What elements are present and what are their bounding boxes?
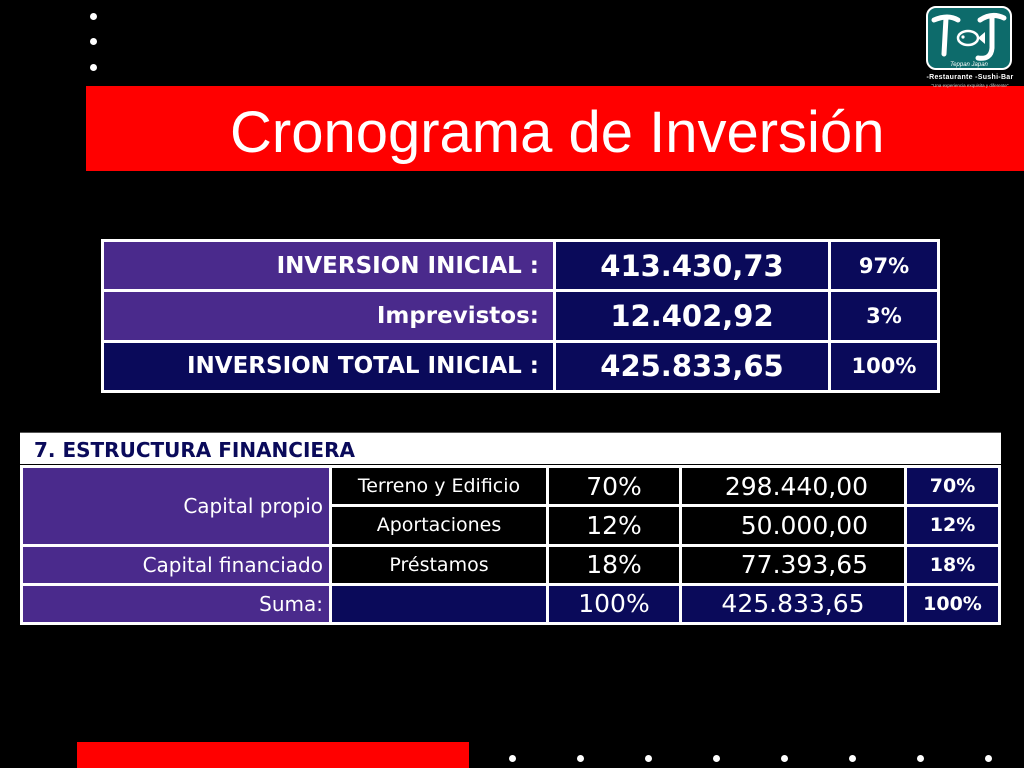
group-label-financed-capital: Capital financiado xyxy=(22,545,331,584)
row-label: INVERSION INICIAL : xyxy=(103,241,555,291)
decor-dot xyxy=(781,755,788,762)
row-value: 413.430,73 xyxy=(555,241,830,291)
total-percent: 100% xyxy=(548,584,681,623)
row-percent: 97% xyxy=(830,241,939,291)
table-row-total xyxy=(22,584,1000,623)
item-badge: 12% xyxy=(906,506,1000,545)
total-badge: 100% xyxy=(906,584,1000,623)
investment-table xyxy=(101,239,940,393)
financial-structure-header xyxy=(20,432,1001,464)
teppan-fish-logo-icon xyxy=(928,8,1010,68)
footer-bar xyxy=(77,742,469,768)
logo-tagline: "Una experiencia exquisita y diferente" xyxy=(931,83,1009,88)
slide-title: Cronograma de Inversión xyxy=(230,100,885,165)
row-value: 12.402,92 xyxy=(555,291,830,341)
decor-dot xyxy=(577,755,584,762)
total-item-label xyxy=(331,584,548,623)
item-badge: 70% xyxy=(906,467,1000,506)
table-row xyxy=(103,241,939,291)
table-row xyxy=(103,341,939,391)
item-label: Préstamos xyxy=(331,545,548,584)
item-percent: 70% xyxy=(548,467,681,506)
decor-dot xyxy=(90,64,97,71)
item-amount: 298.440,00 xyxy=(681,467,906,506)
row-value: 425.833,65 xyxy=(555,341,830,391)
logo-brand-line: -Restaurante -Sushi-Bar xyxy=(926,74,1014,81)
row-label: Imprevistos: xyxy=(103,291,555,341)
financial-structure-table xyxy=(20,465,1001,625)
group-label-sum: Suma: xyxy=(22,584,331,623)
item-label: Terreno y Edificio xyxy=(331,467,548,506)
decor-dot xyxy=(985,755,992,762)
item-label: Aportaciones xyxy=(331,506,548,545)
row-percent: 100% xyxy=(830,341,939,391)
group-label-own-capital: Capital propio xyxy=(22,467,331,546)
item-amount: 77.393,65 xyxy=(681,545,906,584)
decor-dot xyxy=(849,755,856,762)
logo-badge xyxy=(926,6,1012,70)
decor-dot xyxy=(917,755,924,762)
restaurant-logo xyxy=(922,4,1018,92)
financial-structure-heading: 7. ESTRUCTURA FINANCIERA xyxy=(34,438,355,462)
item-percent: 18% xyxy=(548,545,681,584)
decor-dot xyxy=(90,38,97,45)
item-amount: 50.000,00 xyxy=(681,506,906,545)
item-percent: 12% xyxy=(548,506,681,545)
row-percent: 3% xyxy=(830,291,939,341)
row-label: INVERSION TOTAL INICIAL : xyxy=(103,341,555,391)
table-row xyxy=(22,545,1000,584)
total-amount: 425.833,65 xyxy=(681,584,906,623)
decor-dot xyxy=(509,755,516,762)
item-badge: 18% xyxy=(906,545,1000,584)
table-row xyxy=(22,467,1000,506)
logo-script-text: Teppan Japan xyxy=(950,62,988,68)
decor-dot xyxy=(713,755,720,762)
table-row xyxy=(103,291,939,341)
decor-dot xyxy=(645,755,652,762)
decor-dot xyxy=(90,13,97,20)
